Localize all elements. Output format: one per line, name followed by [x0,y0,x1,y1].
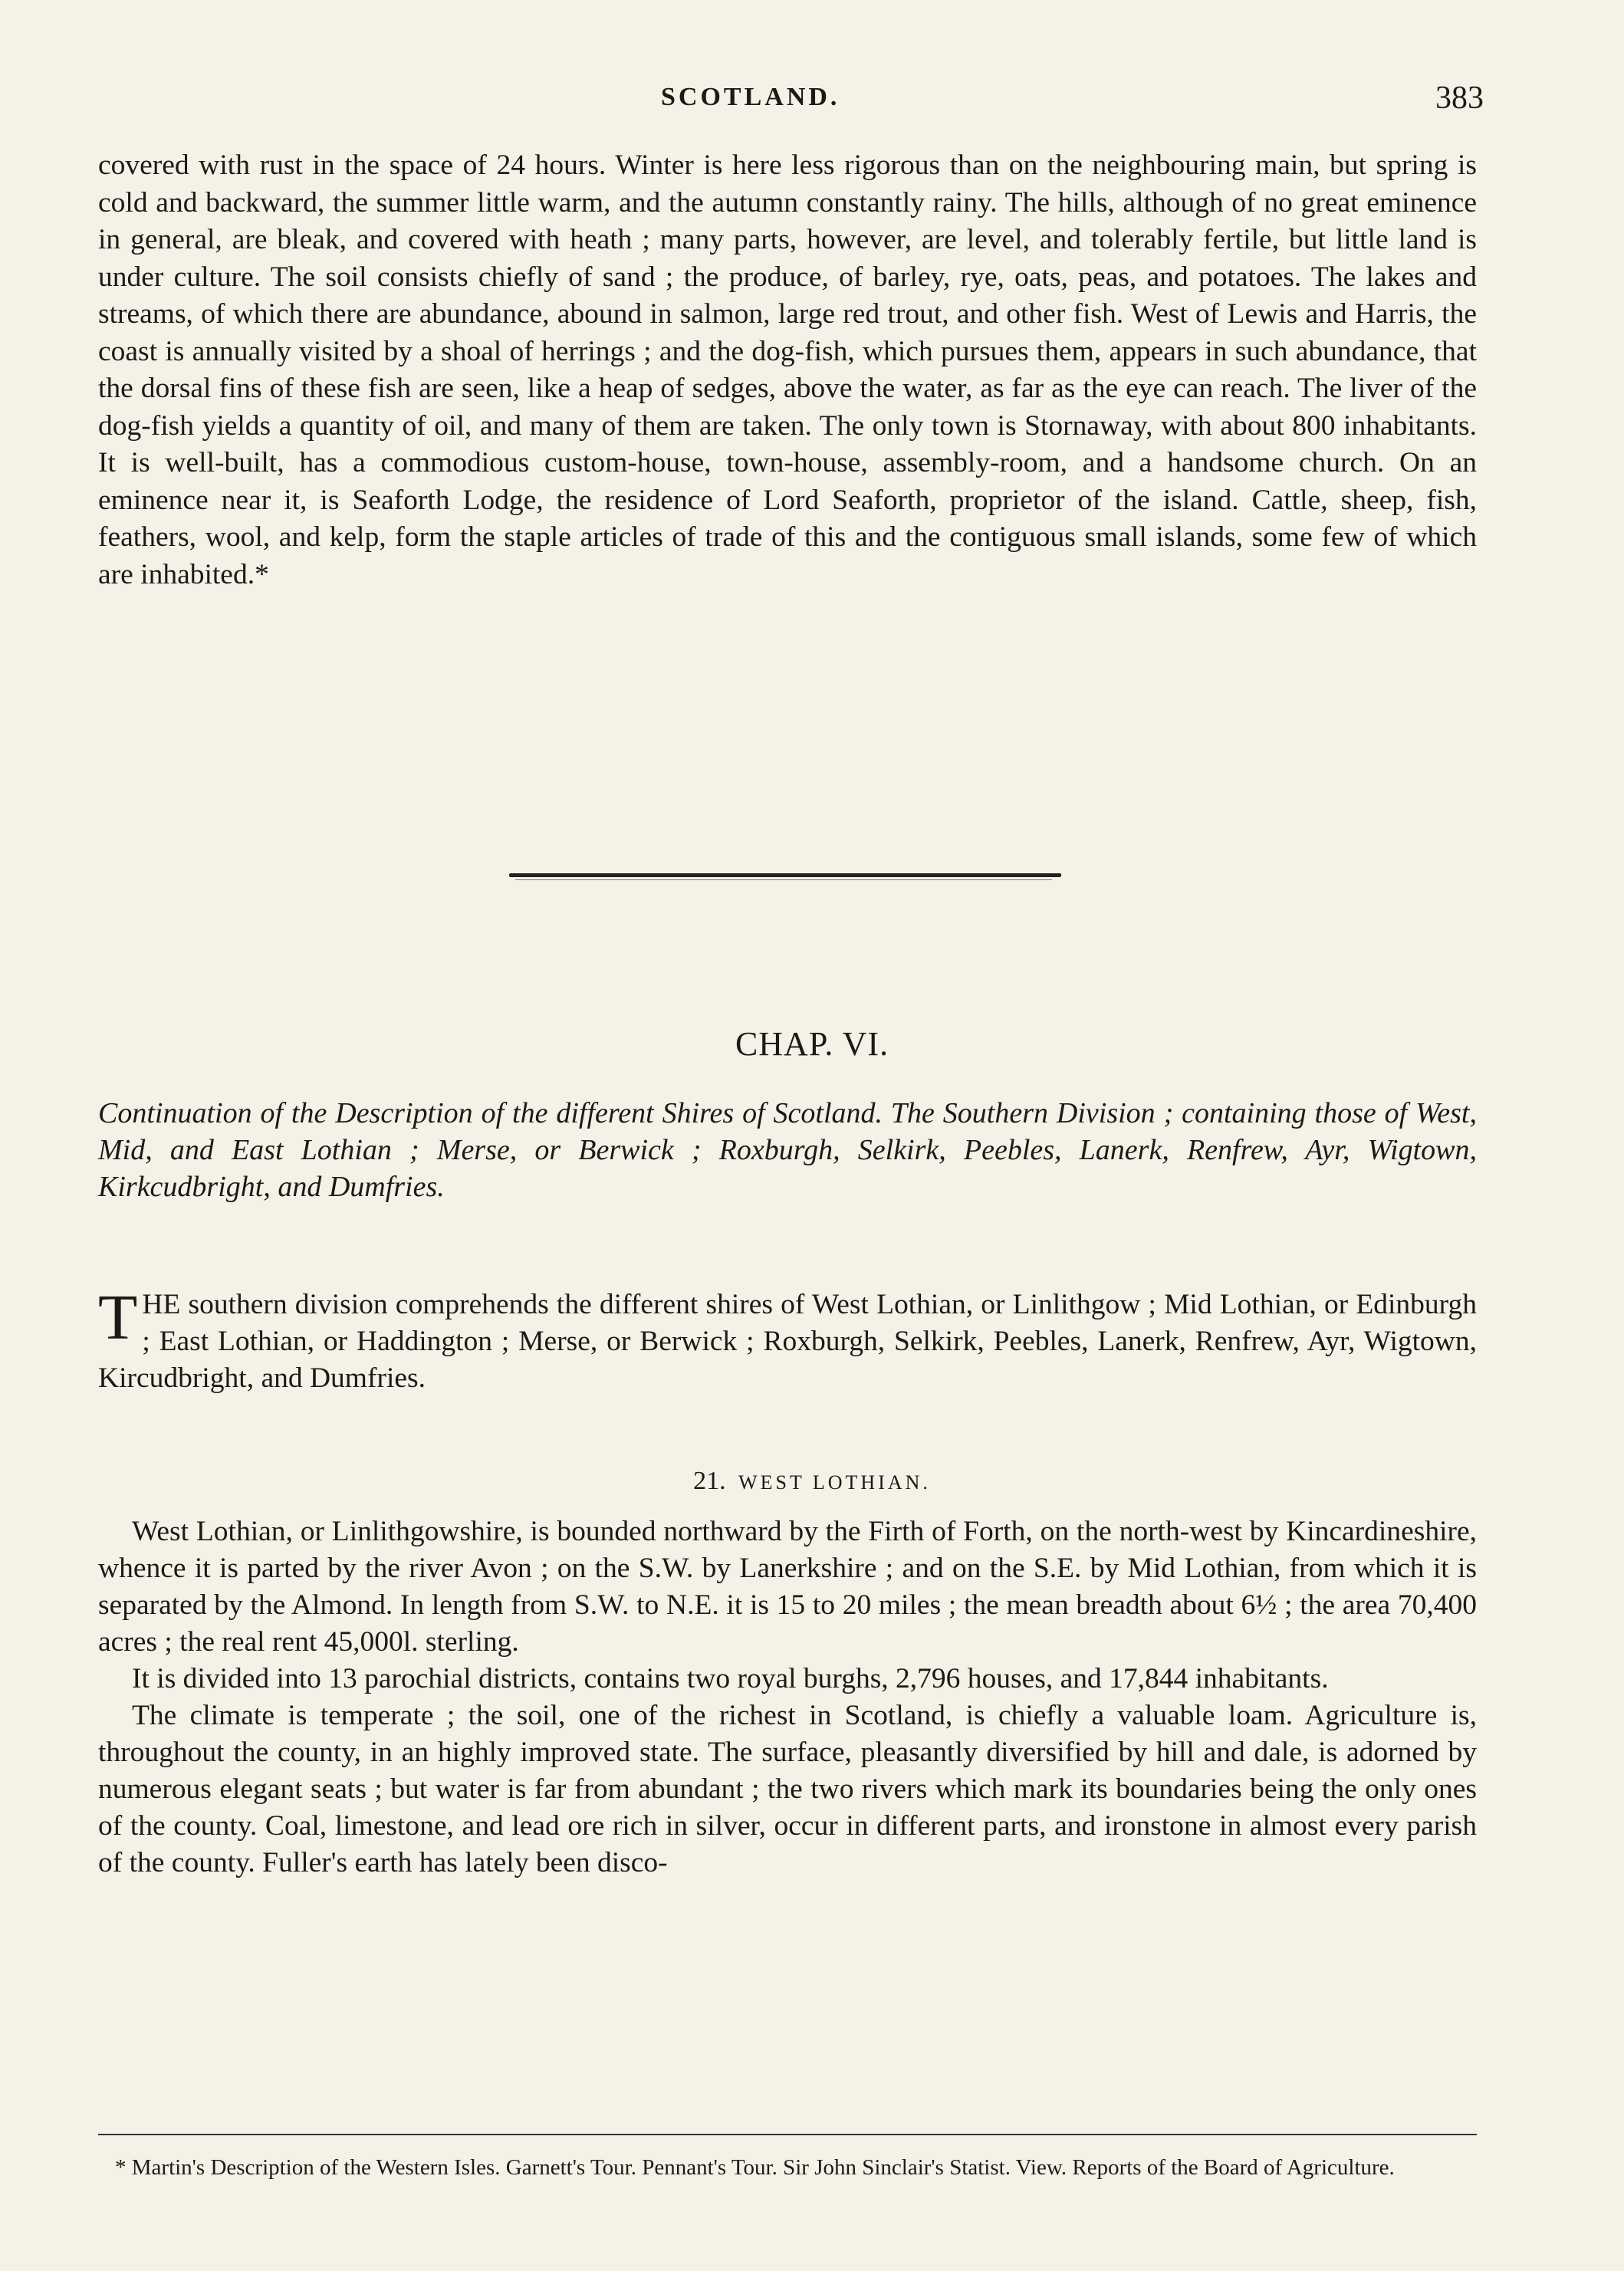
section-title: WEST LOTHIAN. [738,1471,931,1494]
section-body [98,1513,1477,1882]
section-paragraph: The climate is temperate ; the soil, one of the richest in Scotland, is chiefly a valuable loam. Agriculture is, throughout the county, in an highly improved state. The surface, pleasantly diversified by hill and dale, is adorned by numerous elegant seats ; but water is far from abundant ; the two rivers which mark its boundaries being the only ones of the county. Coal, limestone, and lead ore rich in silver, occur in different parts, and ironstone in almost every parish of the county. Fuller's earth has lately been disco- [98,1700,1477,1878]
section-divider-thin [515,879,1052,880]
paragraph-text: covered with rust in the space of 24 hours. Winter is here less rigorous than on the neighbouring main, but spring is cold and backward, the summer little warm, and the autumn constantly rainy. The hills, although of no great eminence in general, are bleak, and covered with heath ; many parts, however, are level, and tolerably fertile, but little land is under culture. The soil consists chiefly of sand ; the produce, of barley, rye, oats, peas, and potatoes. The lakes and streams, of which there are abundance, abound in salmon, large red trout, and other fish. West of Lewis and Harris, the coast is annually visited by a shoal of herrings ; and the dog-fish, which pursues them, appears in such abundance, that the dorsal fins of these fish are seen, like a heap of sedges, above the water, as far as the eye can reach. The liver of the dog-fish yields a quantity of oil, and many of them are taken. The only town is Stornaway, with about 800 inhabitants. It is well-built, has a commodious custom-house, town-house, assembly-room, and a handsome church. On an eminence near it, is Seaforth Lodge, the residence of Lord Seaforth, proprietor of the island. Cattle, sheep, fish, feathers, wool, and kelp, form the staple articles of trade of this and the contiguous small islands, some few of which are inhabited.* [98,150,1477,590]
section-number: 21. [693,1467,726,1495]
section-paragraph: It is divided into 13 parochial districts, contains two royal burghs, 2,796 houses, and 17,844 inhabitants. [132,1663,1329,1694]
footnote: * Martin's Description of the Western Isles. Garnett's Tour. Pennant's Tour. Sir John Sinclair's Statist. View. Reports of the Board of Agriculture. [115,2155,1395,2180]
running-title: SCOTLAND. [661,83,840,111]
chapter-summary: Continuation of the Description of the different Shires of Scotland. The Southern Division ; containing those of West, Mid, and East Lothian ; Merse, or Berwick ; Roxburgh, Selkirk, Peebles, Lanerk, Renfrew, Ayr, Wigtown, Kirkcudbright, and Dumfries. [98,1097,1477,1203]
chapter-intro [98,1282,1477,1397]
section-heading [0,1467,1624,1496]
intro-text: HE southern division comprehends the different shires of West Lothian, or Linlithgow ; Mid Lothian, or Edinburgh ; East Lothian, or Haddington ; Merse, or Berwick ; Roxburgh, Selkirk, Peebles, Lanerk, Renfrew, Ayr, Wigtown, Kircudbright, and Dumfries. [98,1289,1477,1394]
drop-cap: T [98,1282,138,1353]
footnote-rule [98,2134,1477,2135]
continued-paragraph [98,147,1477,593]
section-paragraph: West Lothian, or Linlithgowshire, is bounded northward by the Firth of Forth, on the north-west by Kincardineshire, whence it is parted by the river Avon ; on the S.W. by Lanerkshire ; and on the S.E. by Mid Lothian, from which it is separated by the Almond. In length from S.W. to N.E. it is 15 to 20 miles ; the mean breadth about 6½ ; the area 70,400 acres ; the real rent 45,000l. sterling. [98,1516,1477,1658]
page-number: 383 [1435,81,1484,116]
page-header [0,83,1624,129]
section-divider [509,873,1061,877]
chapter-title: CHAP. VI. [735,1025,889,1063]
